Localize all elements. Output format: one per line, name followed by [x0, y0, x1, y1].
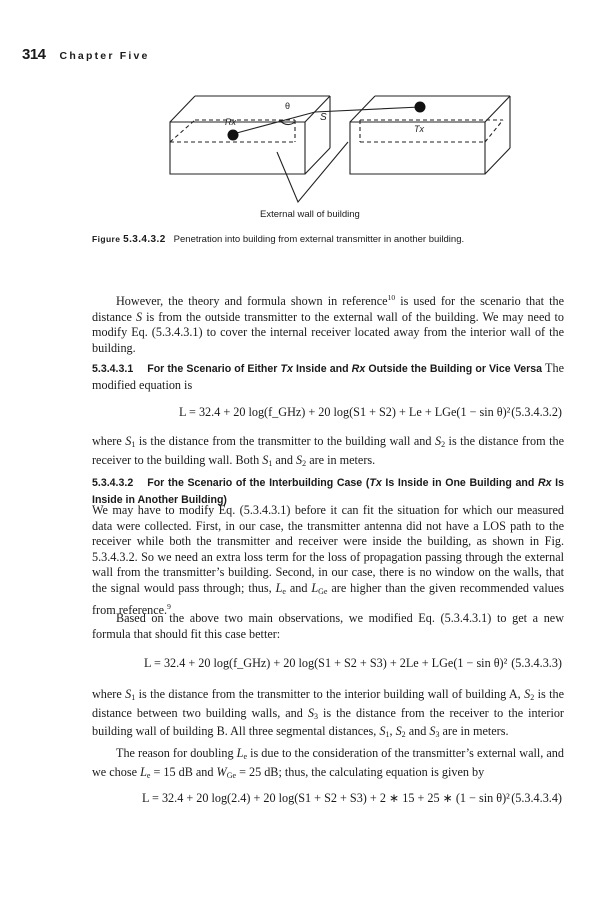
building-penetration-figure — [165, 82, 525, 227]
equation-number: (5.3.4.3.2) — [511, 405, 562, 419]
equation-body: L = 32.4 + 20 log(f_GHz) + 20 log(S1 + S2) + Le + LGe(1 − sin θ)² — [179, 405, 511, 419]
external-wall-label: External wall of building — [260, 209, 360, 220]
equation-5-3-4-3-2 — [92, 405, 564, 423]
paragraph-where-1: where $S_1$ is the distance from the transmitter to the building wall and $S_2$ is the distance from the receiver to the building wall. Both $S_1$ and $S_2$ are in meters. — [92, 434, 564, 468]
paragraph-where-2: where $S_1$ is the distance from the transmitter to the interior building wall of building A, $S_2$ is the distance between two building walls, and $S_3$ is the distance from the receiver to the interior building wall of building B. All three segmental distances, $S_1$, $S_2$ and $S_3$ are in meters. — [92, 687, 564, 739]
paragraph-doubling: The reason for doubling $L_e$ is due to the consideration of the transmitter’s external wall, and we chose $L_e = 15$ dB and $W_{Ge} = 25$ dB; thus, the calculating equation is given by — [92, 746, 564, 780]
equation-body: L = 32.4 + 20 log(f_GHz) + 20 log(S1 + S2 + S3) + 2Le + LGe(1 − sin θ)² — [144, 656, 508, 670]
external-wall-pointer — [277, 142, 348, 202]
left-building — [170, 96, 330, 174]
section-number: 5.3.4.3.1 — [92, 363, 134, 375]
figure-caption-label: Figure 5.3.4.3.2 — [92, 234, 166, 245]
section-5-3-4-3-1: 5.3.4.3.1 For the Scenario of Either Tx Inside and Rx Outside the Building or Vice Versa The modified equation is — [92, 361, 564, 392]
chapter-title: Chapter Five — [59, 50, 150, 62]
equation-body: L = 32.4 + 20 log(2.4) + 20 log(S1 + S2 + S3) + 2 ∗ 15 + 25 ∗ (1 − sin θ)² — [142, 791, 510, 805]
right-building — [350, 96, 510, 174]
equation-number: (5.3.4.3.3) — [511, 656, 562, 670]
tx-label: Tx — [414, 124, 424, 134]
figure-caption — [92, 234, 464, 245]
paragraph-interbuilding: We may have to modify Eq. (5.3.4.3.1) before it can fit the situation for which our measured data were collected. First, in our case, the transmitter antenna did not have a LOS path to the receiver while both the transmitter and receiver were inside the building, as shown in Fig. 5.3.4.3.2. So we need an extra loss term for the loss of propagation passing through the external wall from the transmitter’s building. Second, in our case, there is no window on the walls, that the signal would pass through; thus, $L_e$ and $L_{Ge}$ are higher than the given recommended values from reference.$^9$ — [92, 503, 564, 617]
theta-label: θ — [285, 101, 291, 111]
figure-caption-text: Penetration into building from external transmitter in another building. — [173, 234, 465, 245]
section-title: For the Scenario of Either Tx Inside and Rx Outside the Building or Vice Versa — [147, 363, 543, 375]
equation-number: (5.3.4.3.4) — [511, 791, 562, 805]
section-title: For the Scenario of the Interbuilding Case (Tx Is Inside in One Building and Rx Is Inside in Another Building) — [92, 477, 564, 506]
transmitter-dot — [415, 102, 426, 113]
receiver-dot — [228, 130, 239, 141]
page-header — [22, 46, 150, 63]
paragraph-intro: However, the theory and formula shown in reference$^{10}$ is used for the scenario that the distance S is from the outside transmitter to the external wall of the building. We may need to modify Eq. (5.3.4.3.1) to cover the internal receiver located away from the interior wall of the building. — [92, 293, 564, 355]
paragraph-observations: Based on the above two main observations, we modified Eq. (5.3.4.3.1) to get a new formula that should fit this case better: — [92, 611, 564, 641]
section-number: 5.3.4.3.2 — [92, 477, 134, 489]
rx-label: Rx — [225, 117, 236, 127]
equation-5-3-4-3-4 — [92, 791, 564, 809]
equation-5-3-4-3-3 — [92, 656, 564, 674]
page-number: 314 — [22, 46, 46, 63]
s-label: S — [320, 112, 327, 123]
